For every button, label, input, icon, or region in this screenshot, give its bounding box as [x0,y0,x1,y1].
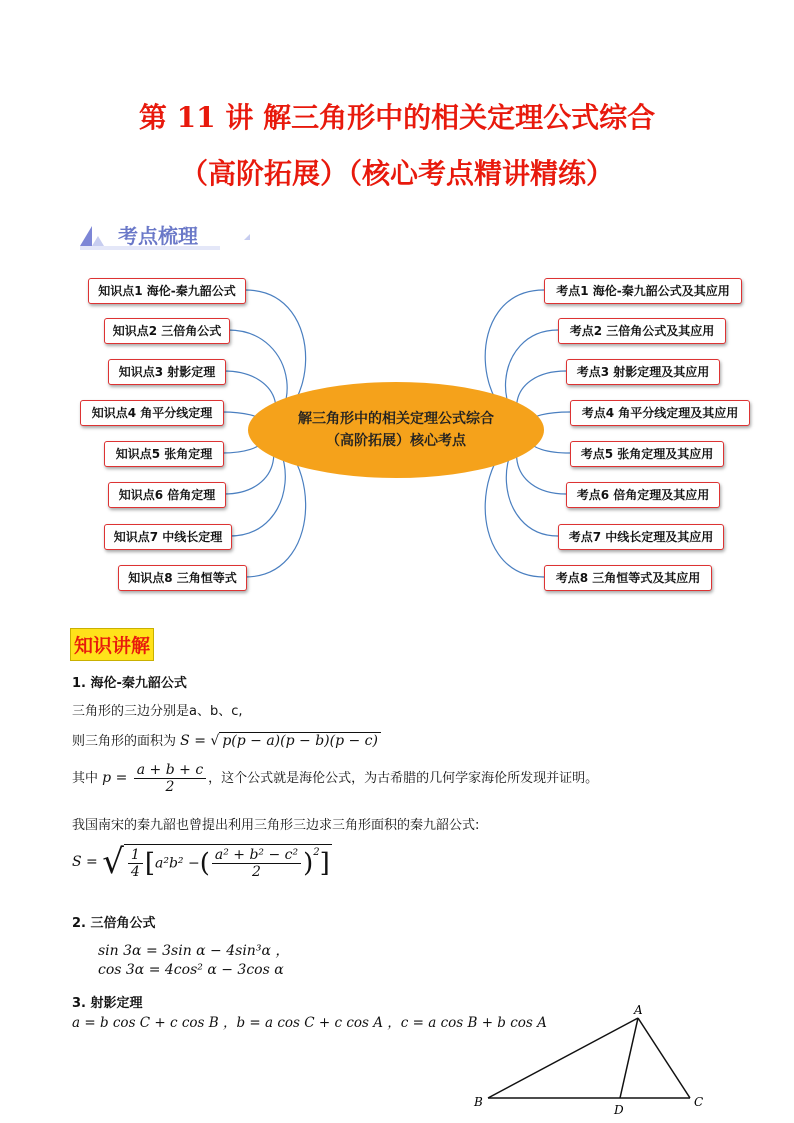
qin-formula: S = √ $\frac{1}{4}$ [a²b² −( $\frac{\text{a² + b² − c²}}{2}$ )$^2$] [72,842,330,882]
mindmap-right-node-5: 考点5 张角定理及其应用 [570,441,724,467]
mindmap-center [248,382,544,478]
vertex-label-d: D [614,1103,624,1117]
mindmap-left-node-1: 知识点1 海伦-秦九韶公式 [88,278,246,304]
mindmap-left-node-5: 知识点5 张角定理 [104,441,224,467]
p-lhs: p = [102,770,132,786]
triple-angle-cos: cos 3α = 4cos² α − 3cos α [98,962,284,978]
mindmap-right-node-1: 考点1 海伦-秦九韶公式及其应用 [544,278,742,304]
page-subtitle: （高阶拓展）（核心考点精讲精练） [179,157,614,190]
section2-heading: 2. 三倍角公式 [72,916,156,931]
mindmap-right-node-2: 考点2 三倍角公式及其应用 [558,318,726,344]
section-banner [78,218,258,252]
area-lhs: S = [180,733,211,749]
section-banner-label: 考点梳理 [118,224,198,248]
mindmap-right-node-6: 考点6 倍角定理及其应用 [566,482,720,508]
triple-angle-sin: sin 3α = 3sin α − 4sin³α ， [98,943,290,959]
projection-formulas: a = b cos C + c cos B ，b = a cos C + c cos A ，c = a cos B + b cos A [72,1015,547,1031]
mindmap-left-node-6: 知识点6 倍角定理 [108,482,226,508]
section1-p-line [72,762,598,795]
mindmap-left-node-3: 知识点3 射影定理 [108,359,226,385]
section1-line4: 我国南宋的秦九韶也曾提出利用三角形三边求三角形面积的秦九韶公式: [72,818,480,833]
p-suffix: ，这个公式就是海伦公式，为古希腊的几何学家海伦所发现并证明。 [208,771,599,786]
mindmap-left-node-7: 知识点7 中线长定理 [104,524,232,550]
page-title: 第 11 讲 解三角形中的相关定理公式综合 [138,101,656,134]
vertex-label-c: C [694,1095,704,1109]
mindmap-right-node-4: 考点4 角平分线定理及其应用 [570,400,750,426]
mindmap-left-node-2: 知识点2 三倍角公式 [104,318,230,344]
mindmap-left-node-4: 知识点4 角平分线定理 [80,400,224,426]
section1-area-line: 则三角形的面积为 S = √ p(p − a)(p − b)(p − c) [72,730,381,749]
p-prefix: 其中 [72,771,99,786]
area-prefix: 则三角形的面积为 [72,734,177,749]
section1-line1: 三角形的三边分别是a、b、c, [72,704,243,719]
p-fraction: $\frac{a + b + c}{2}$ [134,762,206,795]
mindmap-right-node-3: 考点3 射影定理及其应用 [566,359,720,385]
area-radicand: p(p − a)(p − b)(p − c) [219,732,381,749]
qin-inner-fraction: $\frac{\text{a² + b² − c²}}{2}$ [212,847,301,880]
qin-quarter: $\frac{1}{4}$ [128,847,143,880]
vertex-label-a: A [634,1003,643,1017]
mindmap-right-node-7: 考点7 中线长定理及其应用 [558,524,724,550]
mindmap-left-node-8: 知识点8 三角恒等式 [118,565,247,591]
section1-heading: 1. 海伦-秦九韶公式 [72,676,187,691]
mindmap-center-line1: 解三角形中的相关定理公式综合 [298,411,494,427]
section3-heading: 3. 射影定理 [72,996,143,1011]
mindmap-center-line2: （高阶拓展）核心考点 [326,433,466,449]
mindmap-right-node-8: 考点8 三角恒等式及其应用 [544,565,712,591]
knowledge-banner: 知识讲解 [70,628,154,661]
triangle-diagram [460,1000,720,1120]
vertex-label-b: B [474,1095,483,1109]
